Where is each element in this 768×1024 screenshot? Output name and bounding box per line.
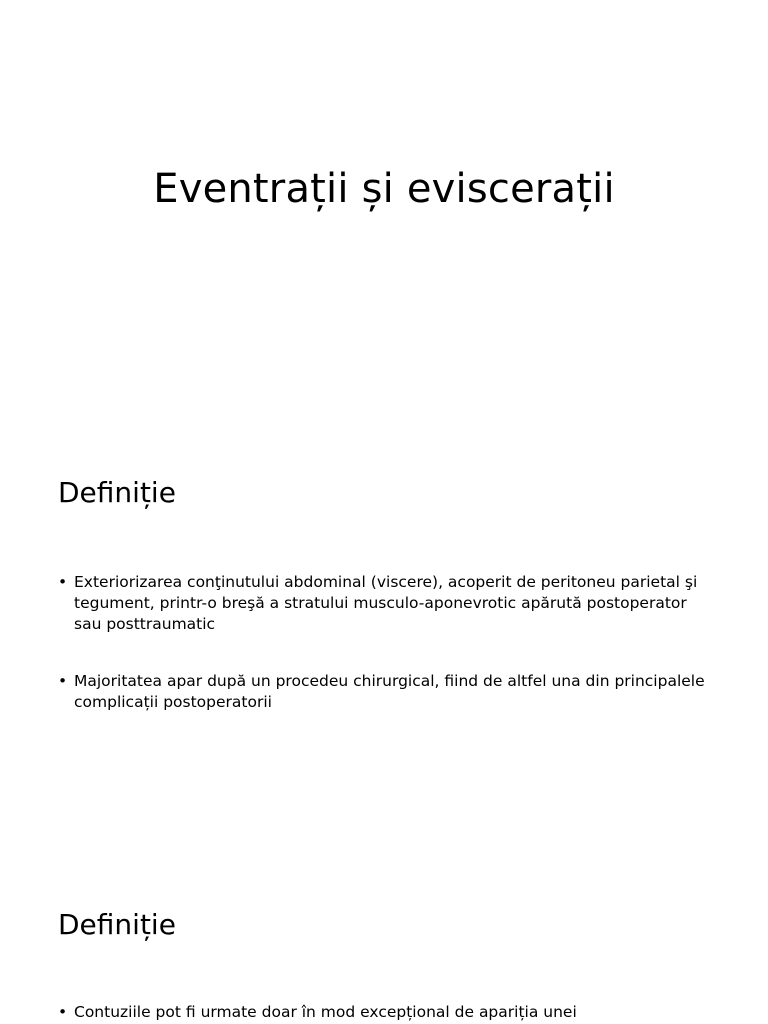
- bullet-text: Contuziile pot fi urmate doar în mod excepțional de apariția unei: [74, 1003, 577, 1021]
- bullet-marker: •: [58, 573, 68, 591]
- bullet-marker: •: [58, 672, 68, 690]
- bullet-marker: •: [58, 1003, 68, 1021]
- slide-3[interactable]: [0, 864, 768, 1024]
- bullet-list: [58, 1002, 718, 1024]
- bullet-item: [58, 1002, 718, 1023]
- bullet-text: Majoritatea apar după un procedeu chirurgical, fiind de altfel una din principalele complicații postoperatorii: [74, 672, 705, 711]
- bullet-item: [58, 671, 718, 713]
- slide-heading: Definiție: [58, 908, 176, 941]
- slide-title: Eventrații și eviscerații: [153, 166, 615, 212]
- slide-2[interactable]: [0, 432, 768, 864]
- bullet-item: [58, 572, 718, 635]
- bullet-list: [58, 572, 718, 749]
- slide-heading: Definiție: [58, 476, 176, 509]
- slide-1[interactable]: [0, 0, 768, 432]
- bullet-text: Exteriorizarea conţinutului abdominal (viscere), acoperit de peritoneu parietal şi tegument, printr-o breşă a stratului musculo-aponevrotic apărută postoperator sau posttraumatic: [74, 573, 698, 633]
